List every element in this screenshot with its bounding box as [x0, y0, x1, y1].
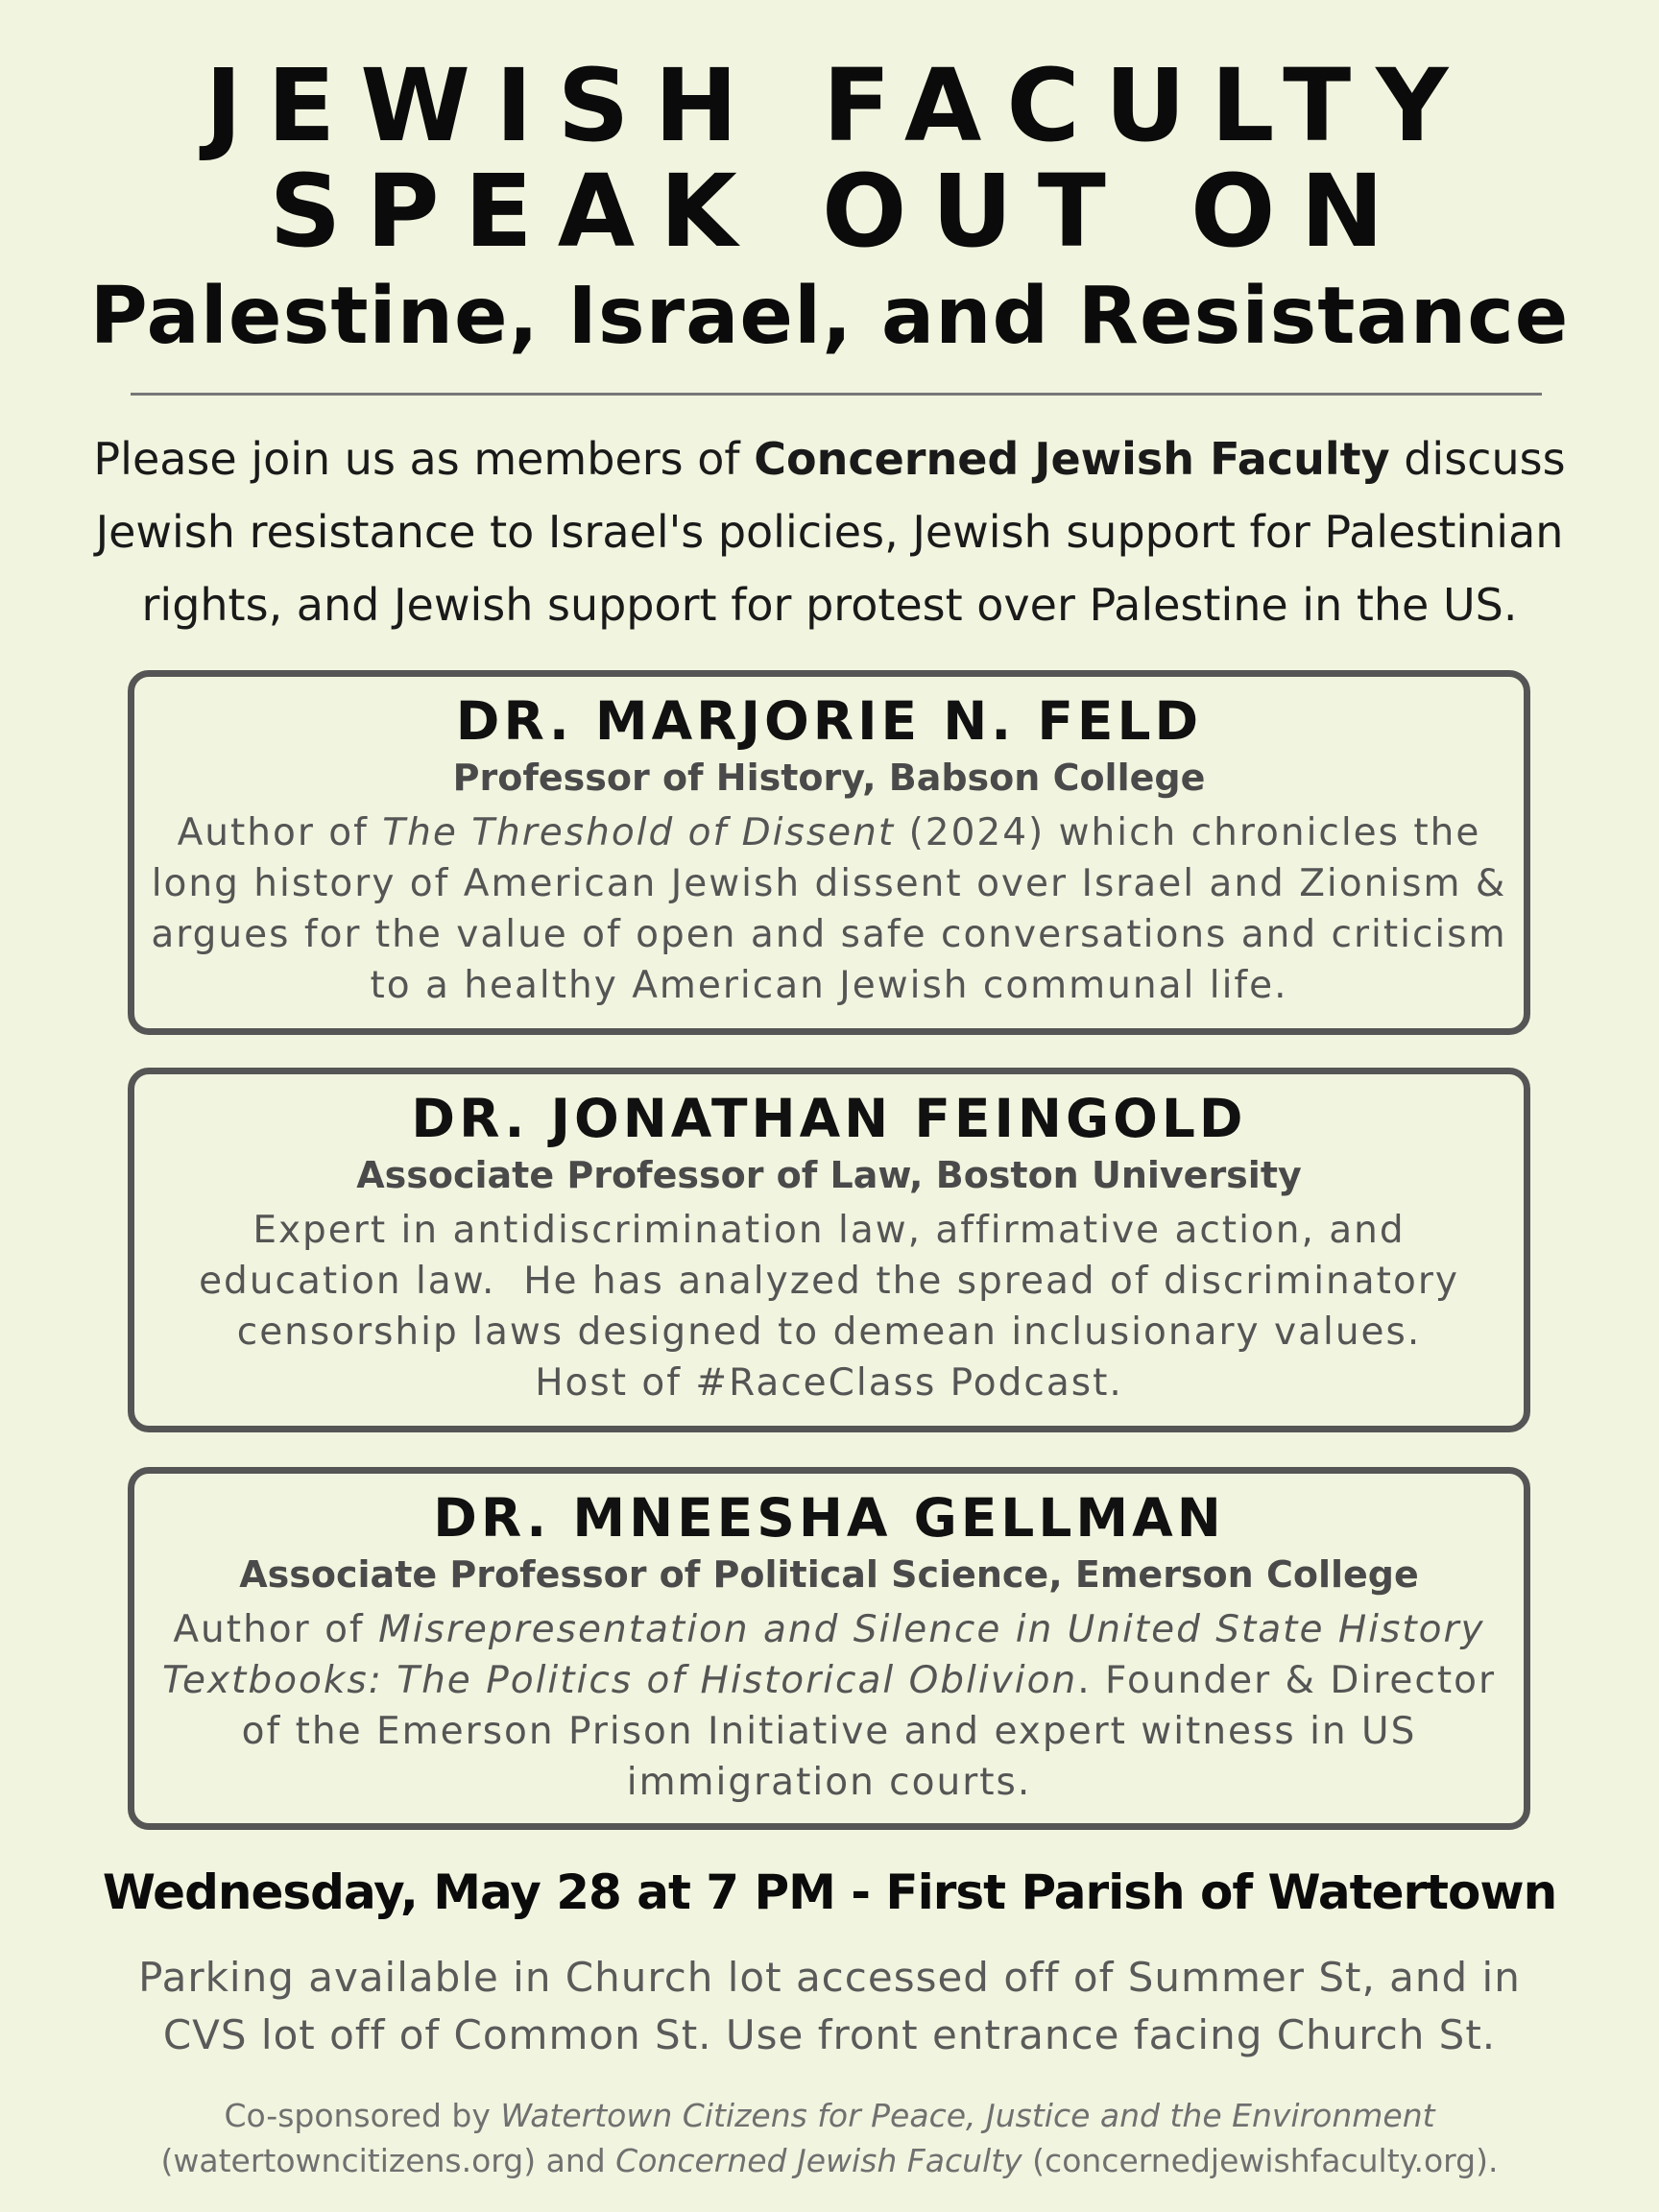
speaker-card-gellman	[128, 1467, 1530, 1830]
intro-suffix: discuss Jewish resistance to Israel's policies, Jewish support for Palestinian rights, and Jewish support for protest over Palestine in the US.	[95, 433, 1566, 631]
bio-prefix: Author of	[177, 811, 383, 854]
book-title: Misrepresentation and Silence in United State History Textbooks: The Politics of Historical Oblivion	[161, 1608, 1485, 1702]
speaker-bio	[144, 807, 1514, 1011]
sponsor-prefix: Co-sponsored by	[224, 2097, 501, 2134]
bio-suffix: . Founder & Director of the Emerson Prison Initiative and expert witness in US immigration courts.	[241, 1659, 1497, 1804]
speaker-card-feld	[128, 670, 1530, 1035]
intro-org-name: Concerned Jewish Faculty	[754, 433, 1390, 485]
bio-line: education law. He has analyzed the spread of discriminatory	[199, 1260, 1459, 1303]
sponsor-note	[58, 2093, 1601, 2183]
speaker-name: DR. MARJORIE N. FELD	[455, 690, 1203, 752]
sponsor-org-1: Watertown Citizens for Peace, Justice and the Environment	[500, 2097, 1435, 2134]
bio-suffix: (2024) which chronicles the long history of American Jewish dissent over Israel and Zionism & argues for the value of open and safe conversations and criticism to a healthy American Jewish communal life.	[151, 811, 1507, 1007]
title-line-1: JEWISH FACULTY	[204, 47, 1474, 164]
title-divider	[131, 393, 1542, 396]
book-title: The Threshold of Dissent	[382, 811, 896, 854]
parking-info: Parking available in Church lot accessed off of Summer St, and in CVS lot off of Common St. Use front entrance facing Church St.	[138, 1954, 1521, 2058]
speaker-role: Associate Professor of Law, Boston University	[356, 1154, 1302, 1196]
speaker-name: DR. JONATHAN FEINGOLD	[411, 1088, 1247, 1149]
bio-prefix: Author of	[173, 1608, 379, 1651]
intro-paragraph	[48, 422, 1611, 641]
speaker-bio	[144, 1604, 1514, 1808]
bio-line: Host of #RaceClass Podcast.	[535, 1361, 1123, 1405]
sponsor-org-2: Concerned Jewish Faculty	[615, 2142, 1022, 2179]
speaker-role: Associate Professor of Political Science, Emerson College	[239, 1553, 1419, 1596]
sponsor-org-2-url: (concernedjewishfaculty.org).	[1022, 2142, 1499, 2179]
speaker-name: DR. MNEESHA GELLMAN	[433, 1487, 1225, 1549]
sponsor-org-1-url: (watertowncitizens.org) and	[160, 2142, 616, 2179]
bio-line: censorship laws designed to demean inclusionary values.	[236, 1310, 1422, 1354]
speaker-card-feingold	[128, 1068, 1530, 1432]
title-line-2: SPEAK OUT ON	[269, 153, 1409, 270]
subtitle: Palestine, Israel, and Resistance	[89, 271, 1570, 362]
bio-line: Expert in antidiscrimination law, affirmative action, and	[252, 1209, 1406, 1252]
speaker-role: Professor of History, Babson College	[452, 757, 1206, 799]
intro-prefix: Please join us as members of	[93, 433, 755, 485]
speaker-bio	[144, 1205, 1514, 1408]
event-date-location: Wednesday, May 28 at 7 PM - First Parish of Watertown	[102, 1864, 1557, 1920]
